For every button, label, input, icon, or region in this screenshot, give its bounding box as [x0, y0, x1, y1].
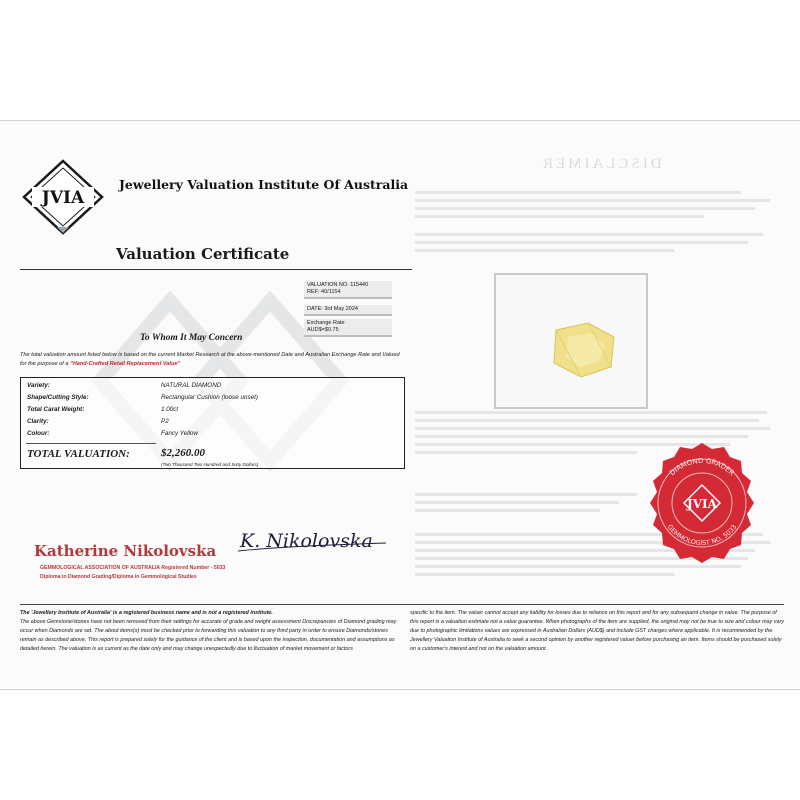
- detail-label: Variety:: [27, 382, 50, 389]
- valuation-date: DATE: 3rd May 2024: [307, 306, 358, 312]
- valuation-details-table: [20, 377, 405, 469]
- seal-center-text: JVIA: [687, 497, 717, 511]
- handwritten-signature: [236, 517, 396, 561]
- diamond-grader-seal: [640, 441, 764, 565]
- disclaimer-left: [20, 609, 400, 654]
- reverse-text-block: [415, 233, 785, 257]
- detail-label: Clarity:: [27, 418, 49, 425]
- disclaimer-heading: The 'Jewellery Institute of Australia' is a registered business name and is not a registered institute.: [20, 610, 273, 616]
- jvia-logo-icon: [22, 159, 104, 237]
- certificate-document: [0, 120, 800, 690]
- total-amount: $2,260.00: [161, 447, 205, 459]
- gemstone-photo: [494, 273, 648, 409]
- reference-number: REF: 40/1154: [307, 289, 341, 295]
- signatory-diploma: Diploma in Diamond Grading/Diploma in Gemmological Studies: [40, 574, 197, 580]
- signatory-name: Katherine Nikolovska: [34, 542, 217, 560]
- exchange-box: [304, 319, 392, 337]
- seal-top-text: DIAMOND GRADER: [668, 456, 736, 478]
- signature-script: K. Nikolovska: [240, 530, 373, 552]
- footer-divider: [20, 604, 784, 605]
- reverse-text-block: [415, 191, 785, 223]
- date-box: [304, 305, 392, 316]
- detail-value: 1.00ct: [161, 406, 179, 413]
- title-divider: [20, 269, 412, 270]
- detail-label: Shape/Cutting Style:: [27, 394, 89, 401]
- valuation-number: VALUATION NO. 115440: [307, 282, 369, 288]
- institute-name: Jewellery Valuation Institute Of Australia: [119, 177, 409, 192]
- disclaimer-right: specific to the item. The valuer cannot accept any liability for losses due to reliance on this report and for any subsequent change in value. The purpose of this report is a valuation estimate not a value guarantee. When photographs of the item are supplied, the original may not be true to size and colour may vary due to photographic limitations values are expressed in Australian Dollars (AUD$) and include GST charges where applicable. It is recommended by the Jewellery Valuation Institute of Australia to seek a second opinion by another registered valuer before purchasing an item. Items should be purchased solely on a customer's interest and not on the valuation amount.: [410, 610, 784, 652]
- disclaimer-left-text: The above Gemstone/stones have not been removed from their settings for accurate of grade and weight assessment Discrepancies of Diamond grading may occur when Diamonds are set. The about items(s) must be checked prior to forwarding this valuation to any third party in order to ensure Diamonds/stones remain as described above. This report is prepared solely for the guidance of the client and is based upon the inspection, documentation and assumptions as detailed herein. The valuation is as current as the date only and may change unexpectedly due to fluctuation of market movement or factors: [20, 619, 397, 652]
- certificate-title: Valuation Certificate: [116, 245, 290, 263]
- intro-text: The total valuation amount listed below is based on the current Market Research at the above-mentioned Date and Australian Exchange Rate and Valued for the purpose of a: [20, 352, 400, 367]
- detail-label: Colour:: [27, 430, 50, 437]
- signatory-credential: GEMMOLOGICAL ASSOCIATION OF AUSTRALIA Registered Number - 5033: [40, 565, 226, 571]
- reverse-disclaimer-heading: DISCLAIMER: [540, 156, 662, 172]
- detail-value: P2: [161, 418, 169, 425]
- intro-paragraph: [20, 351, 405, 369]
- seal-bottom-text: GEMMOLOGIST NO. 5033: [665, 522, 739, 548]
- exchange-value: AUD$=$0.75: [307, 327, 339, 333]
- reference-box: [304, 281, 392, 299]
- exchange-label: Exchange Rate: [307, 320, 345, 326]
- yellow-diamond-icon: [496, 275, 646, 407]
- total-label: TOTAL VALUATION:: [27, 448, 130, 460]
- detail-value: Fancy Yellow: [161, 430, 198, 437]
- salutation: To Whom It May Concern: [140, 333, 243, 343]
- detail-label: Total Carat Weight:: [27, 406, 85, 413]
- detail-value: NATURAL DIAMOND: [161, 382, 222, 389]
- detail-value: Rectangular Cushion (loose unset): [161, 394, 258, 401]
- total-amount-words: (Two Thousand Two Hundred and Sixty Dollars): [161, 462, 259, 467]
- total-divider: [26, 443, 156, 444]
- logo-text: JVIA: [41, 188, 85, 208]
- valuation-purpose: "Hand-Crafted Retail Replacement Value": [70, 361, 181, 367]
